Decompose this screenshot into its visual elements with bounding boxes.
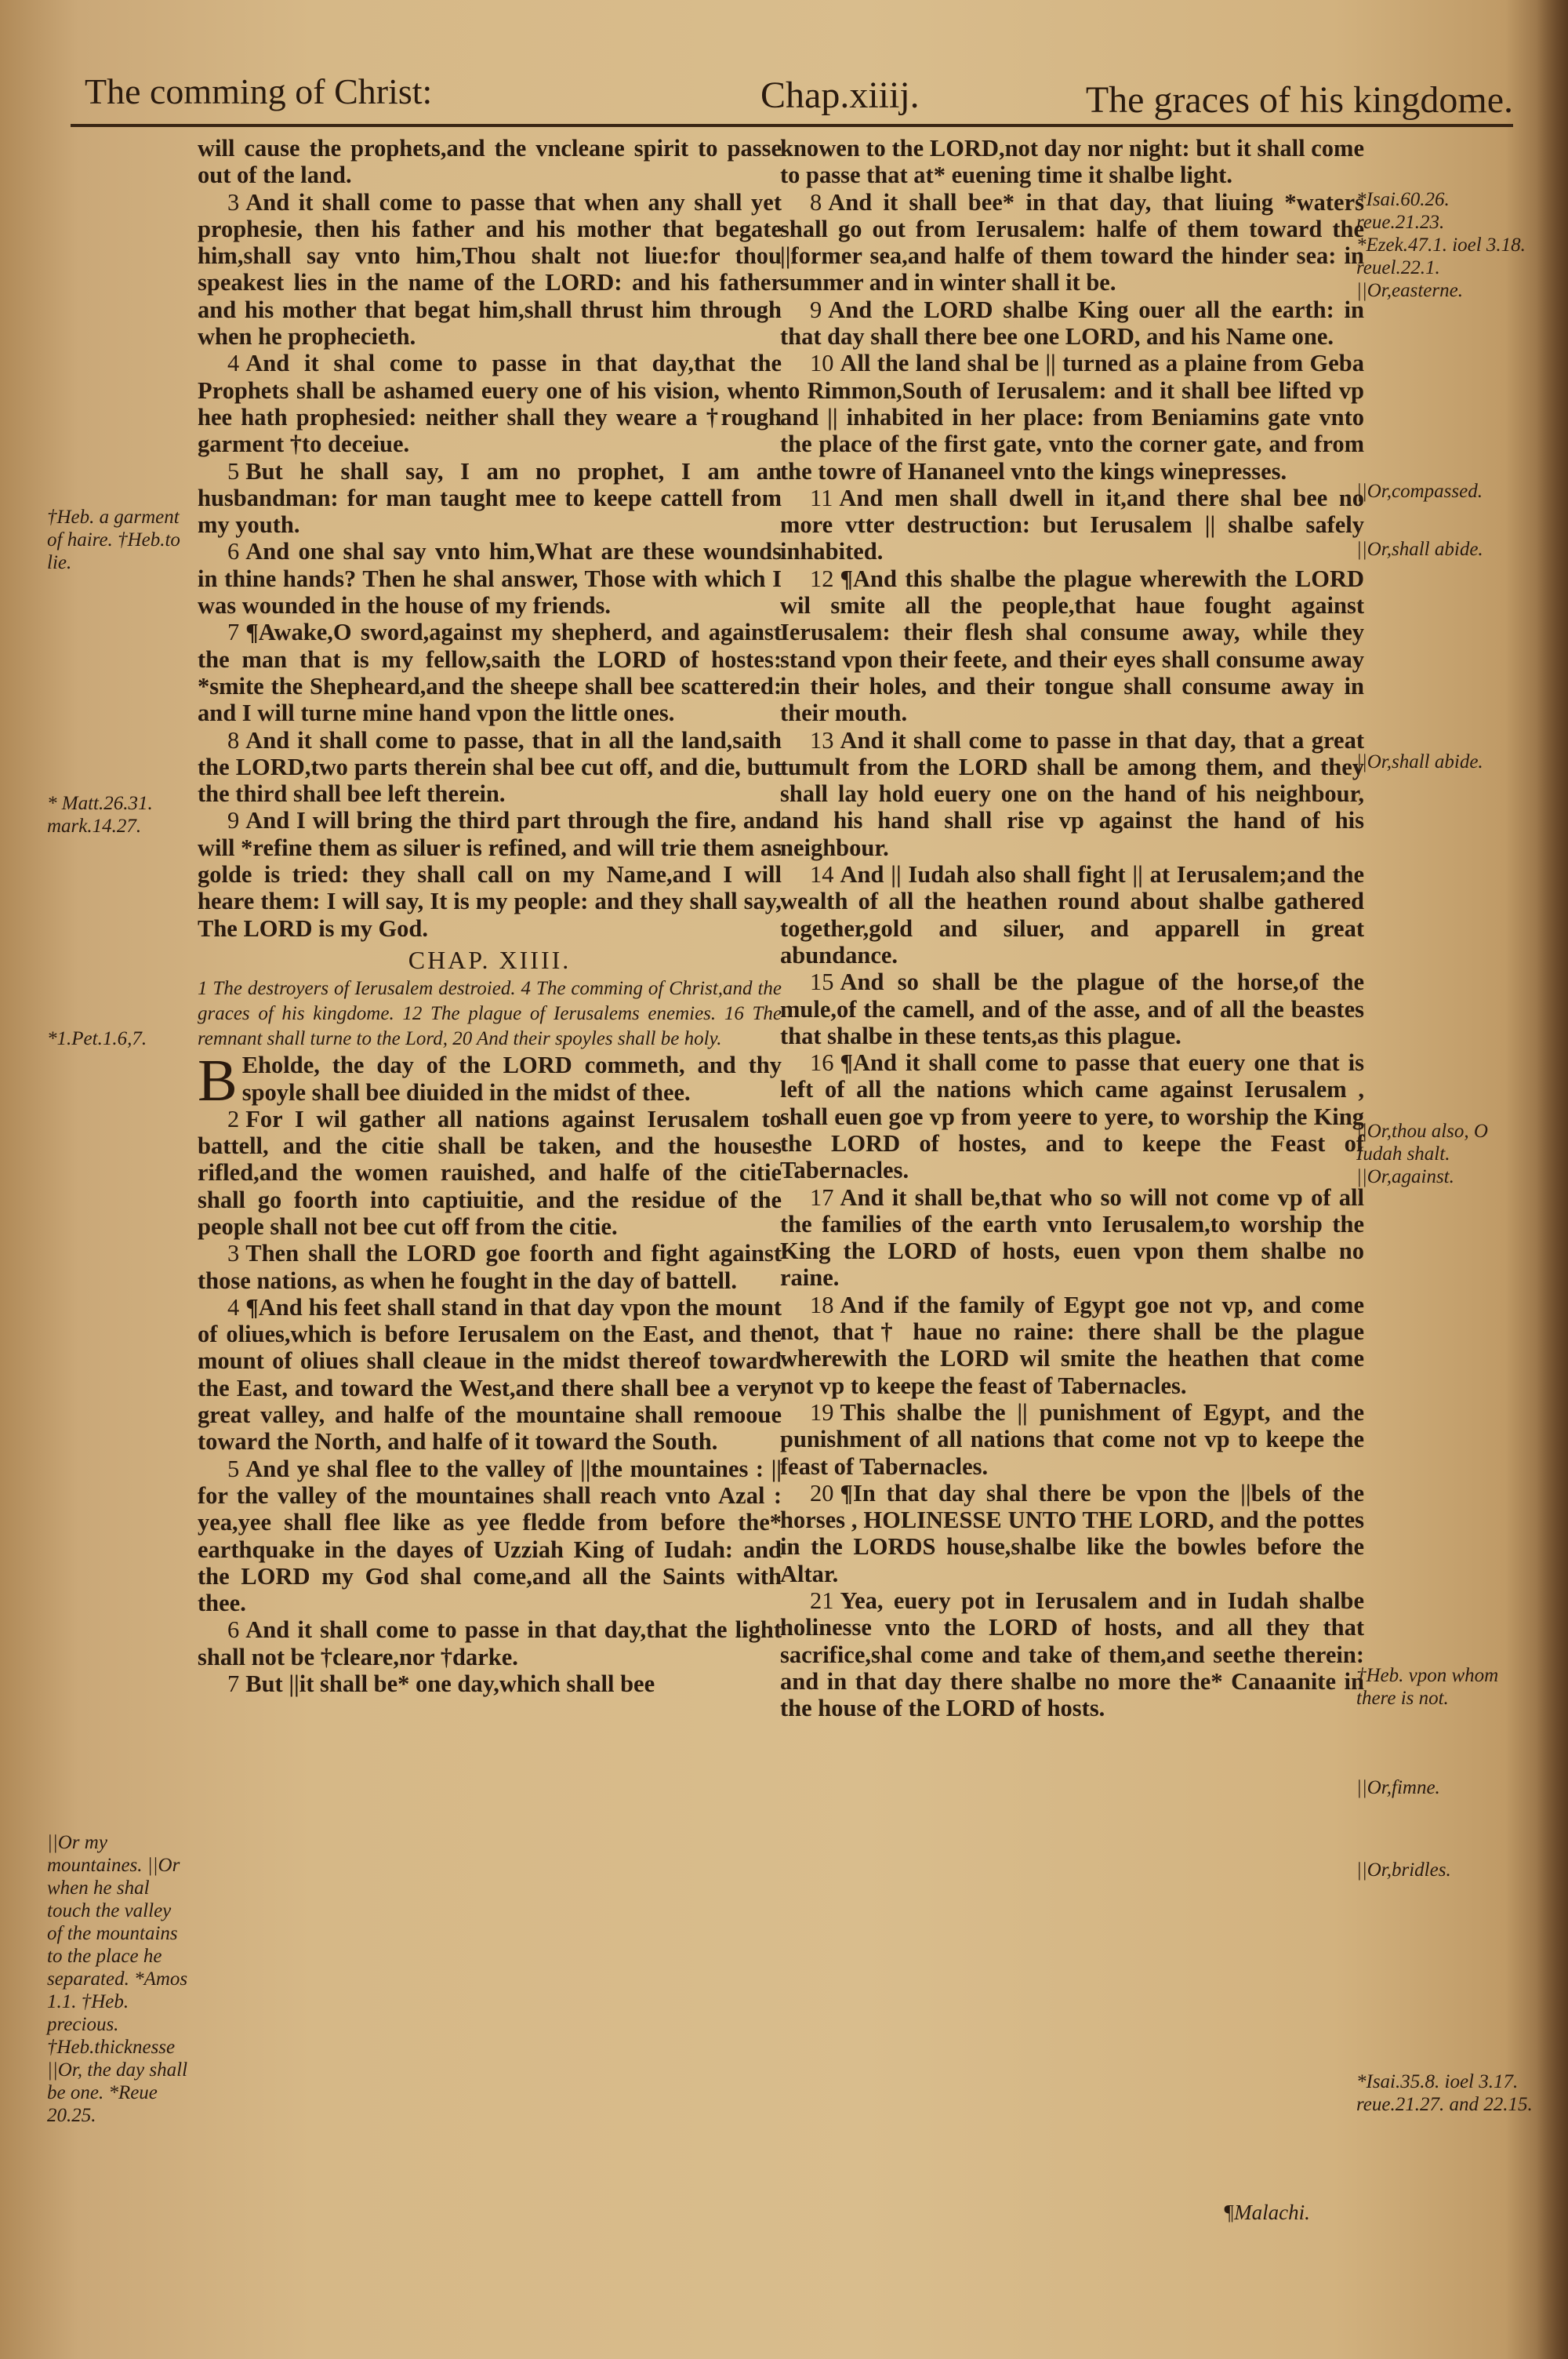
verse (780, 1292, 1364, 1399)
verse (780, 1184, 1364, 1292)
verse (780, 727, 1364, 861)
verse (198, 1616, 782, 1670)
verse-number: 9 (810, 296, 822, 323)
verse-text: Then shall the LORD goe foorth and fight against those nations, as when he fought in the day of battell. (198, 1240, 782, 1294)
margin-note-right: *Isai.35.8. ioel 3.17. reue.21.27. and 22.15. (1356, 2071, 1533, 2115)
verse-text: knowen to the LORD,not day nor night: but it shall come to passe that at* euening time it shalbe light. (780, 135, 1364, 189)
verse (780, 189, 1364, 296)
verse-number: 5 (227, 457, 240, 485)
verse-text: ¶Awake,O sword,against my shepherd, and against the man that is my fellow,saith the LORD of hostes: *smite the Shepheard,and the sheepe shall bee scattered: and I will turne mine hand vpon the little ones. (198, 619, 782, 727)
verse-number: 14 (810, 861, 834, 889)
verse-number: 6 (227, 1616, 240, 1644)
verse (198, 1240, 782, 1294)
verse (780, 296, 1364, 351)
margin-note-left: †Heb. a garment of haire. †Heb.to lie. (47, 507, 180, 573)
verse-text: ¶And his feet shall stand in that day vpon the mount of oliues,which is before Ierusalem on the East, and the mount of oliues shall cleaue in the midst thereof toward the East, and toward the West,and there shall bee a very great valley, and halfe of the mountaine shall remooue toward the North, and halfe of it toward the South. (198, 1293, 782, 1456)
verse-number: 3 (227, 188, 240, 216)
header-right: The graces of his kingdome. (1085, 79, 1513, 121)
verse-text: And it shall bee* in that day, that liuing *waters shall go out from Ierusalem: halfe of them toward the ||former sea,and halfe of them toward the hinder sea: in summer and in winter shall it be. (780, 188, 1364, 296)
verse (198, 350, 782, 457)
verse-number: 4 (227, 1293, 240, 1321)
verse (780, 1587, 1364, 1721)
verse-text: But he shall say, I am no prophet, I am an husbandman: for man taught mee to keepe cattell from my youth. (198, 457, 782, 539)
verse-text: And it shall be,that who so will not come vp of all the families of the earth vnto Ierusalem,to worship the King the LORD of hosts, euen vpon them shalbe no raine. (780, 1183, 1364, 1292)
running-head (71, 61, 1513, 127)
verse (780, 1480, 1364, 1587)
verse-text: And it shall come to passe in that day, that a great tumult from the LORD shall be among them, and they shall lay hold euery one on the hand of his neighbour, and his hand shall rise vp against the hand of his neighbour. (780, 726, 1364, 861)
margin-note-right: ||Or,shall abide. (1356, 751, 1483, 772)
verse-text: And I will bring the third part through the fire, and will *refine them as siluer is refined, and will trie them as golde is tried: they shall call on my Name,and I will heare them: I will say, It is my people: and they shall say, The LORD is my God. (198, 807, 782, 942)
verse-text: will cause the prophets,and the vncleane spirit to passe out of the land. (198, 135, 782, 189)
verse-number: 11 (810, 484, 833, 511)
verse-number: 12 (810, 565, 834, 592)
verse (198, 619, 782, 726)
verse-number: 8 (810, 188, 822, 216)
margin-note-left: ||Or my mountaines. ||Or when he shal touch the valley of the mountains to the place he separated. *Amos 1.1. †Heb. precious. †Heb.thicknesse ||Or, the day shall be one. *Reue 20.25. (47, 1832, 188, 2126)
margin-note-right: ||Or,thou also, O Iudah shalt. ||Or,against. (1356, 1121, 1488, 1187)
verse (780, 565, 1364, 727)
verse-number: 16 (810, 1049, 834, 1077)
verse (198, 1106, 782, 1240)
right-column (780, 135, 1364, 1722)
verse (780, 485, 1364, 565)
verse-number: 9 (227, 807, 240, 834)
verse (780, 861, 1364, 969)
verse-number: 10 (810, 350, 834, 377)
verse-number: 5 (227, 1455, 240, 1482)
verse (198, 189, 782, 351)
verse-text: For I wil gather all nations against Ierusalem to battell, and the citie shall be taken, and the houses rifled,and the women rauished, and halfe of the citie shall go foorth into captiuitie, and the residue of the people shall not bee cut off from the citie. (198, 1105, 782, 1240)
margin-note-right: ||Or,shall abide. (1356, 539, 1483, 560)
chapter-heading: CHAP. XIIII. (408, 945, 572, 974)
verse (198, 807, 782, 941)
verse-number: 17 (810, 1183, 834, 1211)
margin-note-left: *1.Pet.1.6,7. (47, 1028, 147, 1049)
verse (198, 458, 782, 539)
header-left: The comming of Christ: (85, 71, 433, 111)
verse-text: And if the family of Egypt goe not vp, and come not, that† haue no raine: there shall be the plague wherewith the LORD wil smite the heathen that come not vp to keepe the feast of Tabernacles. (780, 1291, 1364, 1399)
verse-text: Eholde, the day of the LORD commeth, and thy spoyle shall bee diuided in the midst of thee. (241, 1052, 782, 1106)
verse-text: And it shall come to passe in that day,that the light shall not be †cleare,nor †darke. (198, 1616, 782, 1670)
verse-text: And it shall come to passe that when any shall yet prophesie, then his father and his mother that begate him,shall say vnto him,Thou shalt not liue:for thou speakest lies in the name of the LORD: and his father and his mother that begat him,shall thrust him through when he prophecieth. (198, 188, 782, 351)
verse (198, 135, 782, 189)
verse-number: 18 (810, 1291, 834, 1318)
verse-text: ¶In that day shal there be vpon the ||bels of the horses , HOLINESSE UNTO THE LORD, and the pottes in the LORDS house,shalbe like the bowles before the Altar. (780, 1479, 1364, 1587)
verse (198, 1048, 782, 1114)
header-center: Chap.xiiij. (760, 75, 920, 116)
verse-number: 7 (227, 1670, 240, 1698)
verse (780, 135, 1364, 189)
verse (780, 1049, 1364, 1183)
verse-number: 15 (810, 969, 834, 996)
verse-text: ¶And this shalbe the plague wherewith the LORD wil smite all the people,that haue fought against Ierusalem: their flesh shal consume away, while they stand vpon their feete, and their eyes shall consume away in their holes, and their tongue shall consume away in their mouth. (780, 565, 1364, 727)
catchword: ¶Malachi. (1223, 2201, 1310, 2224)
verse-number: 21 (810, 1587, 834, 1615)
chapter-summary: 1 The destroyers of Ierusalem destroied. 4 The comming of Christ,and the graces of his kingdome. 12 The plague of Ierusalems enemies. 16 The remnant shall turne to the Lord, 20 And their spoyles shall be holy. (198, 978, 782, 1050)
verse (780, 969, 1364, 1049)
verse-number: 2 (227, 1105, 240, 1132)
verse (780, 350, 1364, 484)
verse-number: 6 (227, 538, 240, 565)
verse-text: And one shal say vnto him,What are these wounds in thine hands? Then he shal answer, Those with which I was wounded in the house of my friends. (198, 538, 782, 620)
margin-note-right: ||Or,fimne. (1356, 1777, 1440, 1798)
verse-text: ¶And it shall come to passe that euery one that is left of all the nations which came against Ierusalem , shall euen goe vp from yeere to yere, to worship the King the LORD of hostes, and to keepe the Feast of Tabernacles. (780, 1049, 1364, 1184)
margin-note-right: ||Or,compassed. (1356, 481, 1483, 502)
margin-note-left: * Matt.26.31. mark.14.27. (47, 793, 153, 837)
verse-number: 19 (810, 1398, 834, 1426)
margin-note-right: ||Or,bridles. (1356, 1859, 1451, 1881)
verse-text: And men shall dwell in it,and there shal bee no more vtter destruction: but Ierusalem || shalbe safely inhabited. (780, 484, 1364, 565)
margin-note-right: *Isai.60.26. reue.21.23. *Ezek.47.1. ioel 3.18. reuel.22.1. ||Or,easterne. (1356, 189, 1526, 301)
verse-text: And it shal come to passe in that day,that the Prophets shall be ashamed euery one of his vision, when hee hath prophesied: neither shall they weare a †rough garment †to deceiue. (198, 350, 782, 458)
verse-number: 7 (227, 619, 240, 646)
verse-text: And || Iudah also shall fight || at Ierusalem;and the wealth of all the heathen round about shalbe gathered together,gold and siluer, and apparell in great abundance. (780, 861, 1364, 969)
verse-number: 20 (810, 1479, 834, 1507)
verse-number: 8 (227, 726, 240, 754)
drop-cap: B (198, 1048, 238, 1114)
verse-number: 13 (810, 726, 834, 754)
verse-text: But ||it shall be* one day,which shall bee (245, 1670, 655, 1698)
verse-text: And it shall come to passe, that in all the land,saith the LORD,two parts therein shal bee cut off, and die, but the third shall bee left therein. (198, 726, 782, 808)
margin-note-right: †Heb. vpon whom there is not. (1356, 1665, 1499, 1709)
verse-text: And so shall be the plague of the horse,of the mule,of the camell, and of the asse, and of all the beastes that shalbe in these tents,as this plague. (780, 969, 1364, 1049)
verse (198, 1456, 782, 1617)
verse-text: And the LORD shalbe King ouer all the earth: in that day shall there bee one LORD, and his Name one. (780, 296, 1364, 351)
verse-number: 3 (227, 1240, 240, 1267)
verse-text: All the land shal be || turned as a plaine from Geba to Rimmon,South of Ierusalem: and it shall bee lifted vp and || inhabited in her place: from Beniamins gate vnto the place of the first gate, vnto the corner gate, and from the towre of Hananeel vnto the kings winepresses. (780, 350, 1364, 485)
verse (198, 1670, 782, 1697)
verse-text: Yea, euery pot in Ierusalem and in Iudah shalbe holinesse vnto the LORD of hosts, and all they that sacrifice,shal come and take of them,and seethe therein: and in that day there shalbe no more the* Canaanite in the house of the LORD of hosts. (780, 1587, 1364, 1722)
verse (780, 1399, 1364, 1480)
left-column (198, 135, 782, 1697)
verse-number: 4 (227, 350, 240, 377)
verse-text: And ye shal flee to the valley of ||the mountaines : || for the valley of the mountaines shall reach vnto Azal : yea,yee shall flee like as yee fledde from before the* earthquake in the dayes of Uzziah King of Iudah: and the LORD my God shal come,and all the Saints with thee. (198, 1455, 782, 1617)
verse-text: This shalbe the || punishment of Egypt, and the punishment of all nations that come not vp to keepe the feast of Tabernacles. (780, 1398, 1364, 1480)
verse (198, 1294, 782, 1456)
verse (198, 727, 782, 808)
verse (198, 538, 782, 619)
